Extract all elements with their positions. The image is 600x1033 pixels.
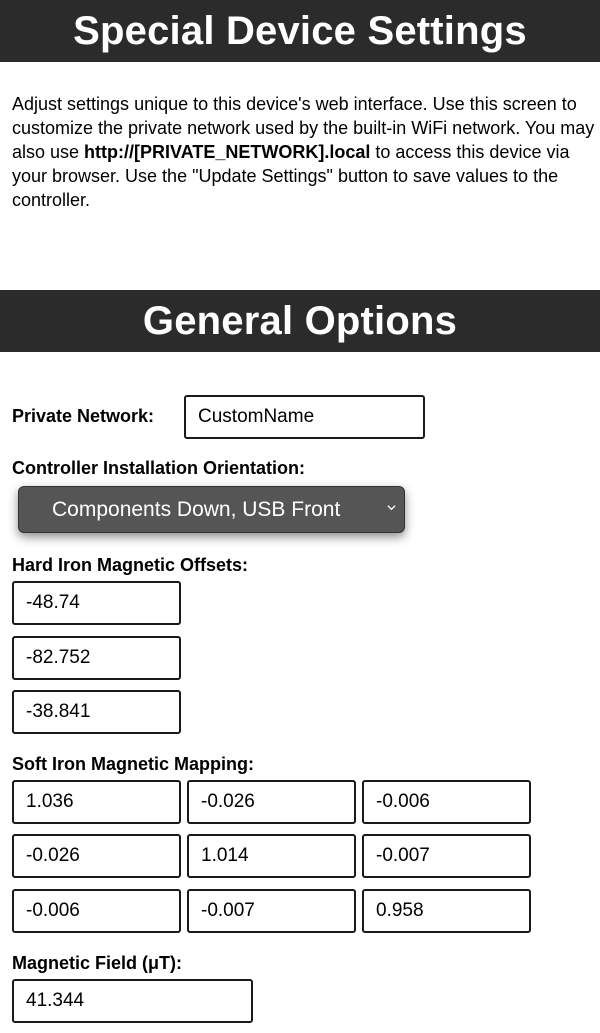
soft-iron-r1c2-input[interactable] — [187, 780, 356, 824]
hard-iron-x-input[interactable] — [12, 581, 181, 625]
soft-iron-r2c3-input[interactable] — [362, 834, 531, 878]
magnetic-field-input[interactable] — [12, 979, 253, 1023]
orientation-selected-value: Components Down, USB Front — [52, 498, 341, 521]
section-title: General Options — [142, 299, 458, 343]
orientation-label: Controller Installation Orientation: — [12, 458, 306, 478]
page-title: Special Device Settings — [73, 9, 527, 53]
private-network-input[interactable] — [184, 395, 425, 439]
hard-iron-y-input[interactable] — [12, 636, 181, 680]
soft-iron-r1c1-input[interactable] — [12, 780, 181, 824]
soft-iron-r3c3-input[interactable] — [362, 889, 531, 933]
section-header — [0, 290, 600, 352]
soft-iron-r1c3-input[interactable] — [362, 780, 531, 824]
soft-iron-r3c2-input[interactable] — [187, 889, 356, 933]
magnetic-field-label: Magnetic Field (μT): — [12, 953, 183, 973]
chevron-down-icon — [387, 503, 396, 512]
intro-text: Adjust settings unique to this device's web interface. Use this screen to customize the private network used by the built-in WiFi network. You may also use http://[PRIVATE_NETWORK].local to access this device via your browser. Use the "Update Settings" button to save values to the controller. — [12, 94, 595, 210]
soft-iron-r2c1-input[interactable] — [12, 834, 181, 878]
orientation-select[interactable] — [18, 486, 405, 533]
soft-iron-label: Soft Iron Magnetic Mapping: — [12, 754, 254, 774]
hard-iron-z-input[interactable] — [12, 690, 181, 734]
hard-iron-label: Hard Iron Magnetic Offsets: — [12, 555, 249, 575]
local-url: http://[PRIVATE_NETWORK].local — [84, 142, 371, 162]
soft-iron-r3c1-input[interactable] — [12, 889, 181, 933]
page-header — [0, 0, 600, 62]
soft-iron-r2c2-input[interactable] — [187, 834, 356, 878]
private-network-label: Private Network: — [12, 406, 155, 426]
